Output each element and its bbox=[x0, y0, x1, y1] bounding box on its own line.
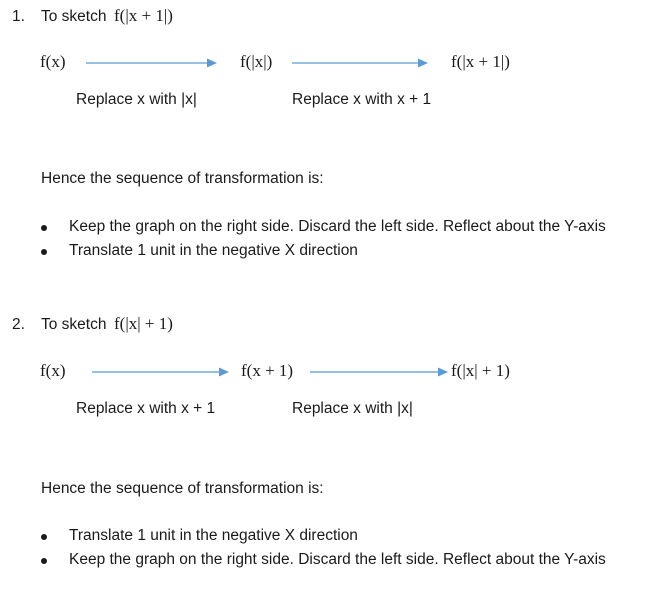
section1-step1-label: Replace x with |x| bbox=[76, 91, 197, 108]
section1-arrow-1 bbox=[86, 57, 218, 69]
section1-node-middle: f(|x|) bbox=[240, 52, 273, 71]
section2-bullet: Translate 1 unit in the negative X direction bbox=[41, 524, 606, 548]
section2-hence: Hence the sequence of transformation is: bbox=[41, 480, 324, 497]
section2-step1-label: Replace x with x + 1 bbox=[76, 400, 216, 417]
section1-bullet: Translate 1 unit in the negative X direction bbox=[41, 239, 606, 263]
section2-bullet: Keep the graph on the right side. Discard the left side. Reflect about the Y-axis bbox=[41, 548, 606, 572]
section1-bullet: Keep the graph on the right side. Discard the left side. Reflect about the Y-axis bbox=[41, 215, 606, 239]
section2-heading-text: To sketch bbox=[41, 316, 107, 333]
section2-arrow-2 bbox=[310, 366, 449, 378]
section2-heading-math: f(|x| + 1) bbox=[114, 314, 173, 333]
section1-node-end: f(|x + 1|) bbox=[451, 52, 510, 71]
section1-hence: Hence the sequence of transformation is: bbox=[41, 170, 324, 187]
section1-heading-text: To sketch bbox=[41, 8, 107, 25]
section1-bullet-list bbox=[41, 215, 606, 263]
section1-step2-label: Replace x with x + 1 bbox=[292, 91, 432, 108]
section2-bullet-list bbox=[41, 524, 606, 572]
section2-node-middle: f(x + 1) bbox=[241, 361, 294, 380]
section2-step2-label: Replace x with |x| bbox=[292, 400, 413, 417]
section1-arrow-2 bbox=[292, 57, 429, 69]
section1-node-start: f(x) bbox=[40, 52, 66, 71]
section2-arrow-1 bbox=[92, 366, 230, 378]
section1-number: 1. bbox=[12, 8, 25, 25]
section1-heading-math: f(|x + 1|) bbox=[114, 6, 173, 25]
section2-node-end: f(|x| + 1) bbox=[451, 361, 510, 380]
section2-node-start: f(x) bbox=[40, 361, 66, 380]
section2-number: 2. bbox=[12, 316, 25, 333]
